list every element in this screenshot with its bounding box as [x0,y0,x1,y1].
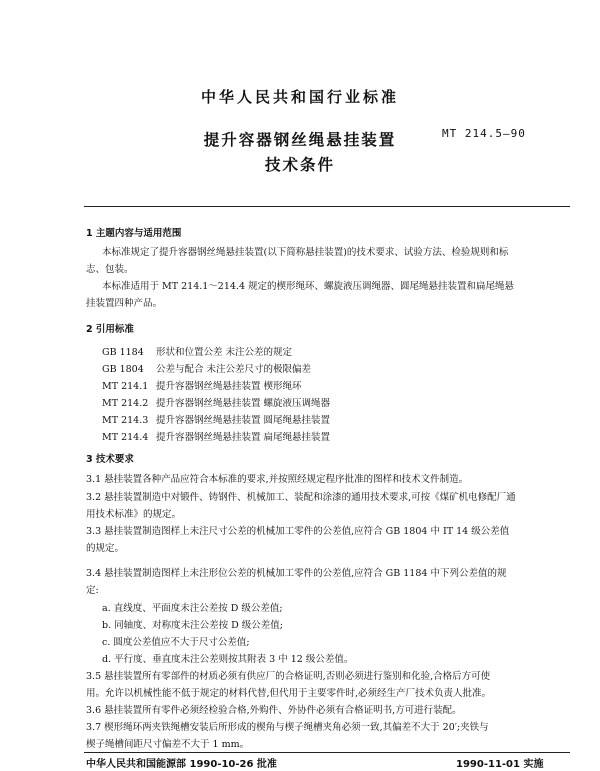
reference-item [102,429,330,443]
s1-paragraph2-line1: 本标准适用于 MT 214.1～214.4 规定的楔形绳环、螺旋液压调绳器、圆尾绳悬挂装置和扁尾绳悬 [102,281,515,292]
reference-item [102,412,330,426]
approval-line: 中华人民共和国能源部 1990-10-26 批准 [86,759,277,770]
section-2-heading: 2 引用标准 [86,324,134,335]
standard-number: MT 214.5—90 [442,127,526,140]
reference-code: MT 214.3 [102,415,149,426]
clause-3-5-line2: 用。允许以机械性能不低于规定的材料代替,但代用于主要零件时,必须经生产厂技术负责人批准。 [86,688,492,699]
clause-3-4-line2: 定: [86,585,99,596]
clause-3-7-line2: 楔子绳槽间距尺寸偏差不大于 1 mm。 [86,739,250,750]
reference-title: 提升容器钢丝绳悬挂装置 圆尾绳悬挂装置 [156,415,331,426]
clause-3-1: 3.1 悬挂装置各种产品应符合本标准的要求,并按照经规定程序批准的图样和技术文件制造。 [86,474,469,485]
clause-3-2-line2: 用技术标准》的规定。 [86,509,182,520]
issuer-title: 中华人民共和国行业标准 [200,88,399,106]
reference-code: MT 214.4 [102,432,149,443]
document-title-line2: 技术条件 [264,156,335,174]
clause-3-3-line1: 3.3 悬挂装置制造图样上未注尺寸公差的机械加工零件的公差值,应符合 GB 1804 中 IT 14 级公差值 [86,526,510,537]
clause-3-3-line2: 的规定。 [86,543,125,554]
reference-title: 提升容器钢丝绳悬挂装置 楔形绳环 [156,381,302,392]
reference-title: 形状和位置公差 未注公差的规定 [156,347,293,358]
list-item-d: d. 平行度、垂直度未注公差则按其附表 3 中 12 级公差值。 [102,654,354,665]
footer-divider [84,752,570,753]
list-item-c: c. 圆度公差值应不大于尺寸公差值; [102,637,250,648]
implementation-date: 1990-11-01 实施 [456,759,544,770]
list-item-b: b. 同轴度、对称度未注公差按 D 级公差值; [102,620,283,631]
reference-title: 提升容器钢丝绳悬挂装置 扁尾绳悬挂装置 [156,432,331,443]
reference-item [102,378,302,392]
clause-3-4-line1: 3.4 悬挂装置制造图样上未注形位公差的机械加工零件的公差值,应符合 GB 1184 中下列公差值的规 [86,568,507,579]
clause-3-5-line1: 3.5 悬挂装置所有零部件的材质必须有供应厂的合格证明,否则必须进行鉴别和化验,合格后方可使 [86,671,491,682]
list-item-a: a. 直线度、平面度未注公差按 D 级公差值; [102,603,283,614]
reference-item [102,361,311,375]
clause-3-2-line1: 3.2 悬挂装置制造中对锻件、铸钢件、机械加工、装配和涂漆的通用技术要求,可按《煤矿机电修配厂通 [86,492,516,503]
header-divider [84,206,570,207]
document-title-line1: 提升容器钢丝绳悬挂装置 [203,131,397,149]
reference-title: 提升容器钢丝绳悬挂装置 螺旋液压调绳器 [156,398,331,409]
reference-code: MT 214.1 [102,381,149,392]
s1-paragraph1-line1: 本标准规定了提升容器钢丝绳悬挂装置(以下简称悬挂装置)的技术要求、试验方法、检验规则和标 [102,247,509,258]
reference-code: GB 1804 [102,364,144,375]
s1-paragraph1-line2: 志、包装。 [86,264,134,275]
reference-item [102,344,292,358]
reference-code: MT 214.2 [102,398,149,409]
s1-paragraph2-line2: 挂装置四种产品。 [86,298,163,309]
reference-title: 公差与配合 未注公差尺寸的极限偏差 [156,364,312,375]
reference-item [102,395,330,409]
reference-code: GB 1184 [102,347,144,358]
section-3-heading: 3 技术要求 [86,454,134,465]
clause-3-6: 3.6 悬挂装置所有零件必须经检验合格,外购件、外协件必须有合格证明书,方可进行装配。 [86,705,462,716]
clause-3-7-line1: 3.7 楔形绳环两夹铁绳槽安装后所形成的楔角与楔子绳槽夹角必须一致,其偏差不大于 20′;夹铁与 [86,722,489,733]
section-1-heading: 1 主题内容与适用范围 [86,228,182,239]
